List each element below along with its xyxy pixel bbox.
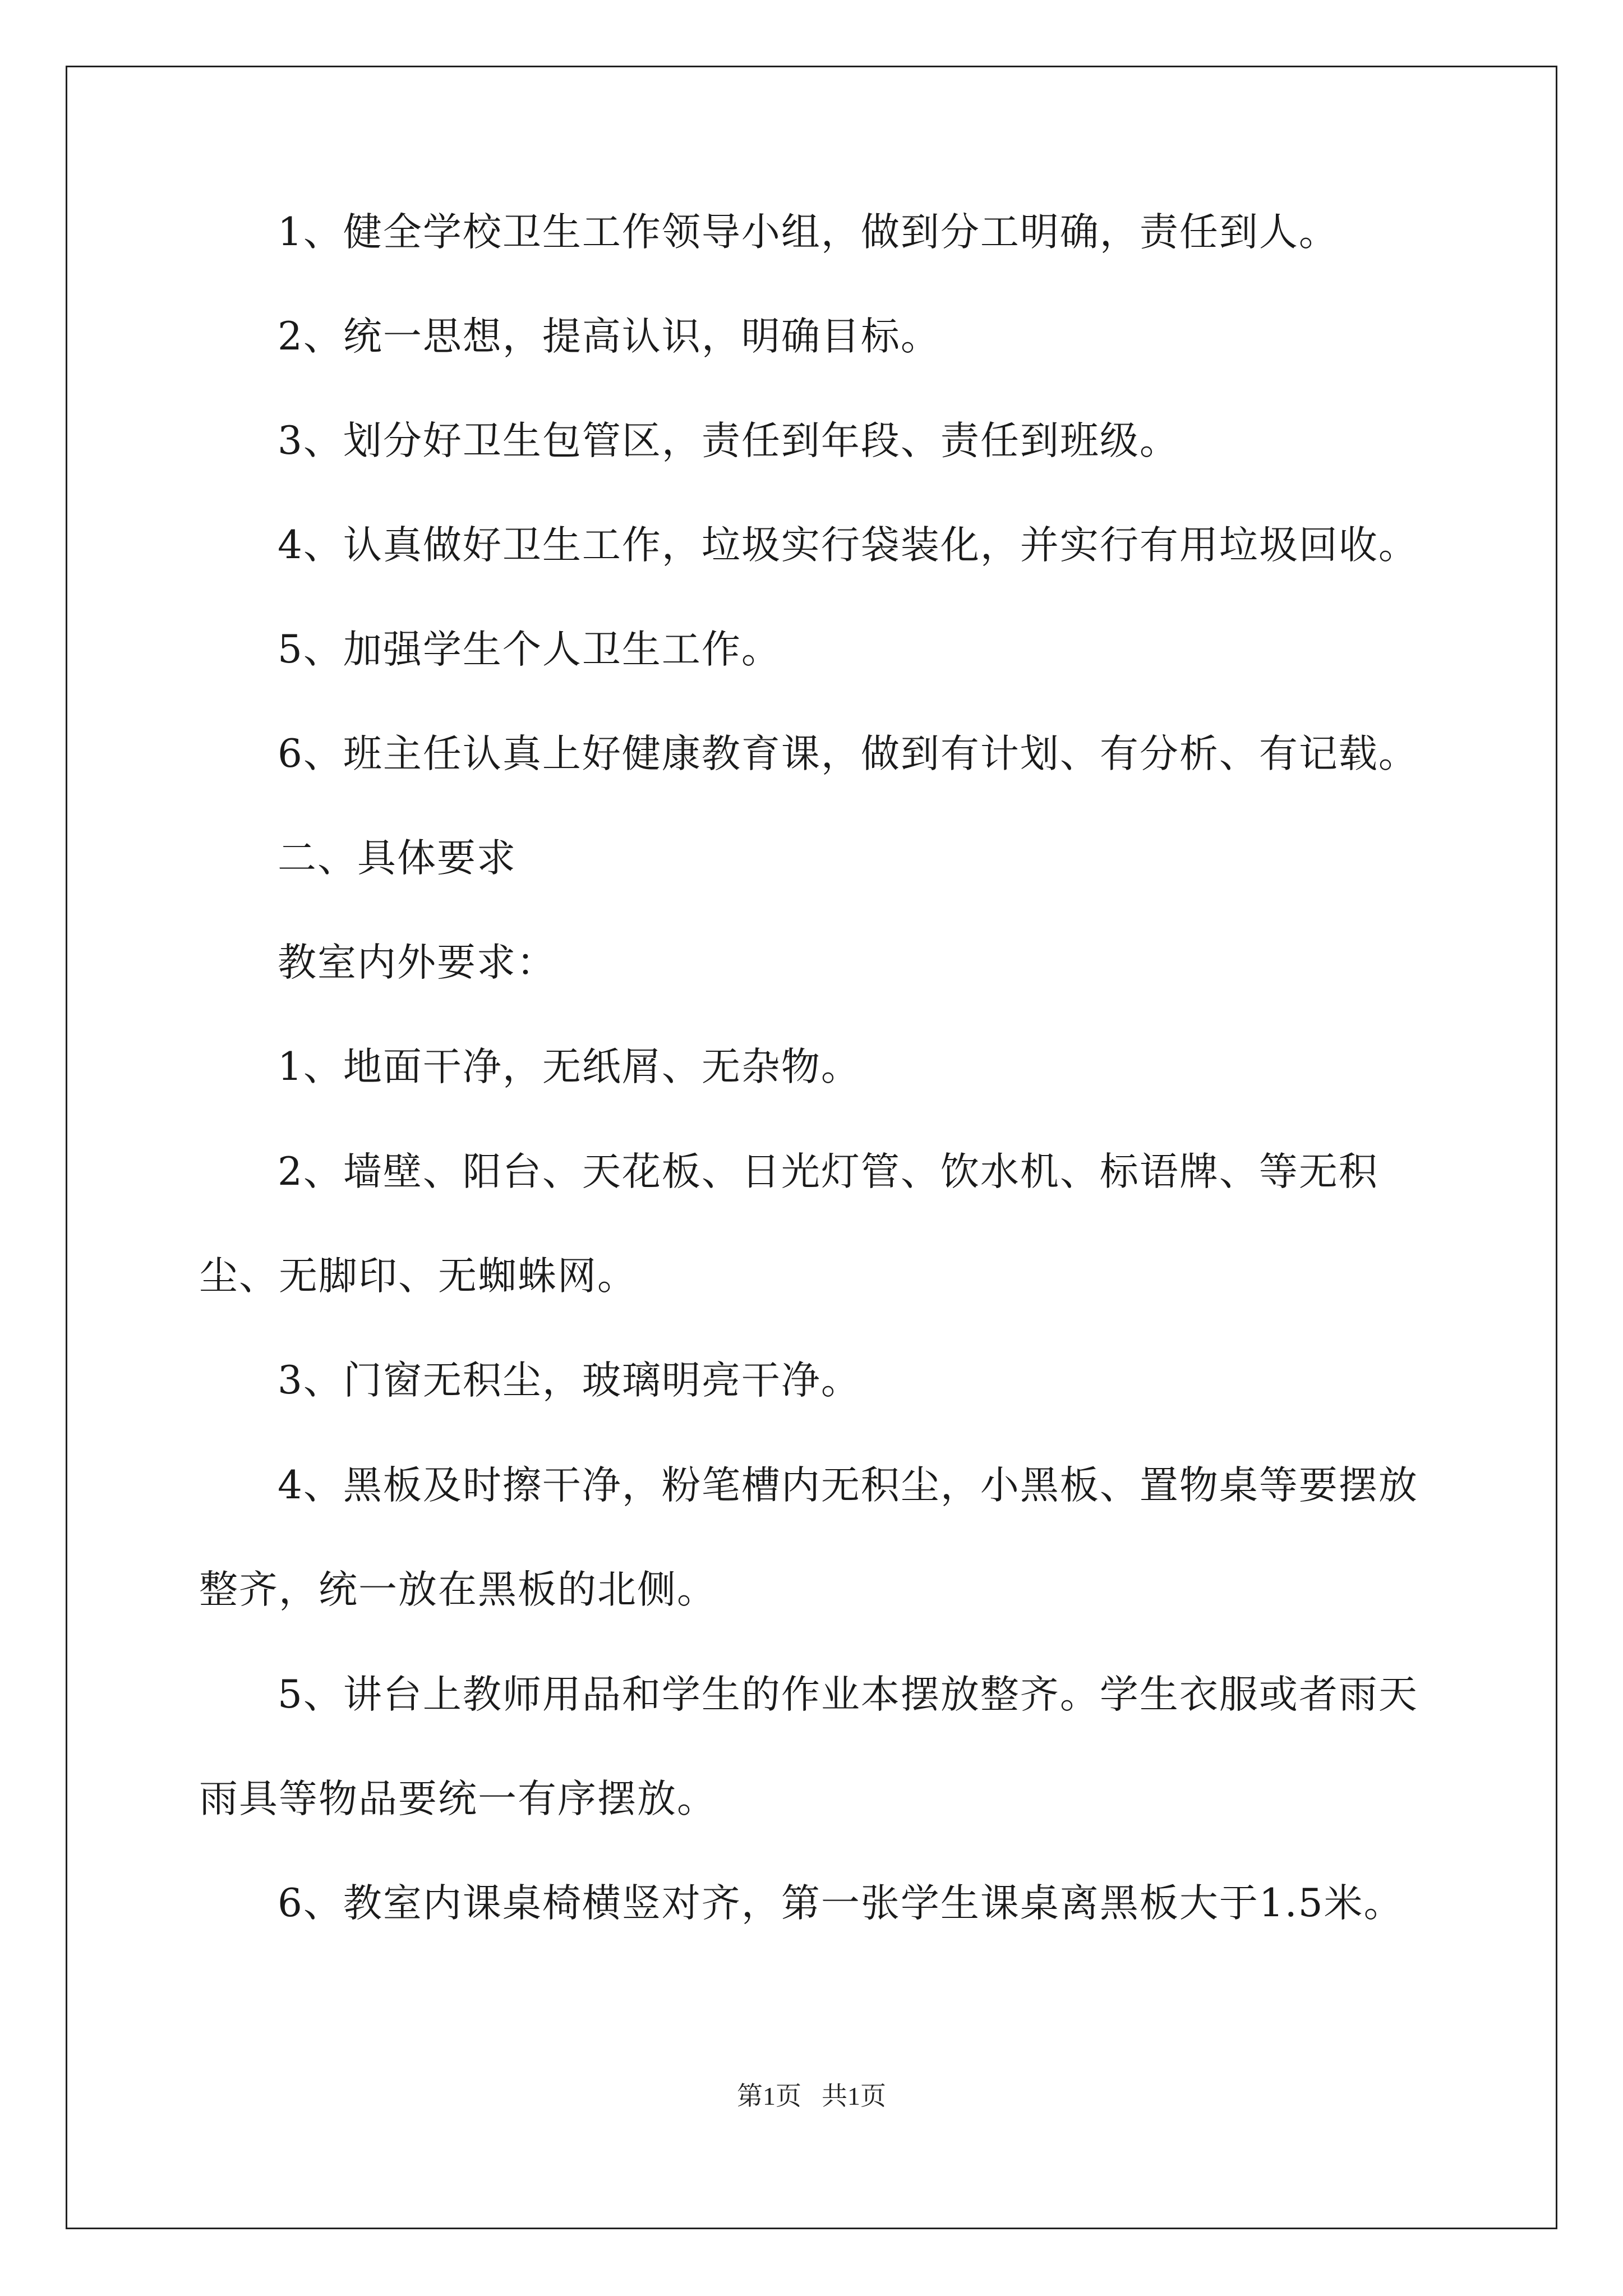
- paragraph: 6、班主任认真上好健康教育课，做到有计划、有分析、有记载。: [278, 731, 1418, 776]
- document-body: [199, 210, 1438, 1989]
- paragraph: 3、划分好卫生包管区，责任到年段、责任到班级。: [278, 418, 1179, 463]
- page-count: 共1页: [822, 2082, 886, 2110]
- paragraph: 2、统一思想，提高认识，明确目标。: [278, 314, 940, 359]
- paragraph: 5、讲台上教师用品和学生的作业本摆放整齐。学生衣服或者雨天雨具等物品要统一有序摆放。: [199, 1672, 1418, 1821]
- paragraph: 4、黑板及时擦干净，粉笔槽内无积尘，小黑板、置物桌等要摆放整齐，统一放在黑板的北侧。: [199, 1463, 1418, 1612]
- paragraph: 3、门窗无积尘，玻璃明亮干净。: [278, 1358, 861, 1403]
- page-footer: [0, 2076, 1623, 2113]
- paragraph: 1、地面干净，无纸屑、无杂物。: [278, 1045, 861, 1089]
- paragraph: 4、认真做好卫生工作，垃圾实行袋装化，并实行有用垃圾回收。: [278, 523, 1418, 568]
- section-heading: 二、具体要求: [278, 836, 517, 881]
- page-number: 第1页: [737, 2082, 801, 2110]
- paragraph: 6、教室内课桌椅横竖对齐，第一张学生课桌离黑板大于1.5米。: [278, 1881, 1404, 1926]
- subsection-heading: 教室内外要求：: [278, 940, 556, 985]
- paragraph: 2、墙壁、阳台、天花板、日光灯管、饮水机、标语牌、等无积尘、无脚印、无蜘蛛网。: [199, 1149, 1378, 1299]
- paragraph: 1、健全学校卫生工作领导小组，做到分工明确，责任到人。: [278, 210, 1339, 255]
- paragraph: 5、加强学生个人卫生工作。: [278, 627, 781, 672]
